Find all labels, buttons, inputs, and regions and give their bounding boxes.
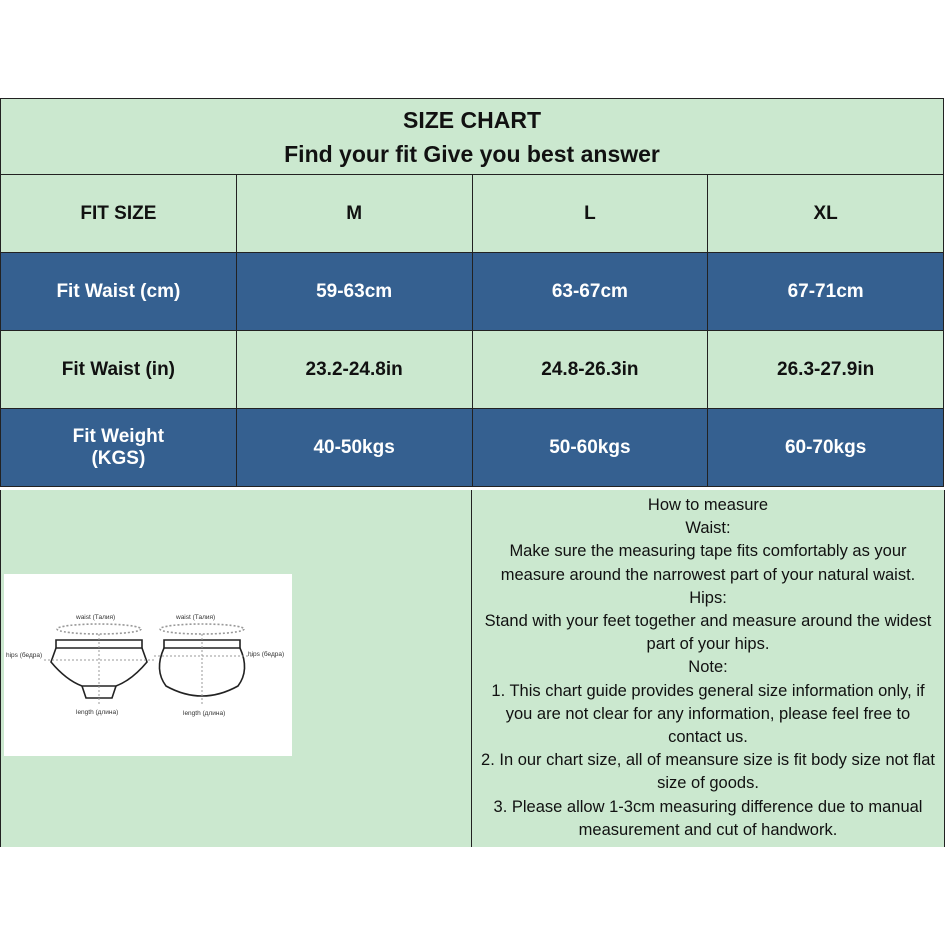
table-cell: 26.3-27.9in (708, 331, 944, 409)
notes-text: 2. In our chart size, all of meansure size is fit body size not flat size of goods. (481, 751, 935, 793)
table-cell: 59-63cm (236, 253, 472, 331)
column-header: L (472, 175, 708, 253)
measurement-diagram (4, 574, 292, 756)
table-cell: 63-67cm (472, 253, 708, 331)
instructions-panel (471, 490, 945, 847)
table-cell: 50-60kgs (472, 409, 708, 487)
size-table (0, 174, 944, 487)
row-label (1, 409, 237, 487)
notes-text: Make sure the measuring tape fits comfortably as your measure around the narrowest part of your natural waist. (500, 542, 916, 584)
row-label-line: Fit Weight (72, 425, 165, 447)
size-chart (0, 98, 944, 847)
column-header: M (236, 175, 472, 253)
table-header-row (1, 175, 944, 253)
length-label: length (длина) (76, 709, 119, 716)
table-cell: 60-70kgs (708, 409, 944, 487)
notes-subheading: Hips: (689, 588, 727, 607)
table-row (1, 409, 944, 487)
chart-title: SIZE CHART (403, 106, 541, 133)
hips-label: hips (бедра) (248, 651, 285, 658)
notes-heading: How to measure (647, 496, 769, 514)
waist-label: waist (Талия) (76, 614, 116, 621)
length-label: length (длина) (183, 710, 226, 717)
panties-illustration (4, 574, 292, 756)
measurement-notes (472, 490, 944, 842)
chart-header (0, 98, 944, 175)
table-row (1, 253, 944, 331)
table-cell: 24.8-26.3in (472, 331, 708, 409)
hips-label: hips (бедра) (6, 652, 43, 659)
notes-subheading: Note: (688, 658, 728, 677)
notes-text: Stand with your feet together and measure around the widest part of your hips. (484, 612, 932, 654)
table-row (1, 331, 944, 409)
row-label: Fit Waist (cm) (1, 253, 237, 331)
info-section (0, 490, 944, 847)
table-cell: 23.2-24.8in (236, 331, 472, 409)
column-header: FIT SIZE (1, 175, 237, 253)
notes-text: 3. Please allow 1-3cm measuring difference due to manual measurement and cut of handwork. (493, 797, 923, 839)
waist-label: waist (Талия) (176, 614, 216, 621)
table-cell: 40-50kgs (236, 409, 472, 487)
diagram-panel (0, 490, 472, 847)
chart-subtitle: Find your fit Give you best answer (284, 140, 660, 167)
row-label-line: (KGS) (91, 447, 146, 469)
notes-text: 1. This chart guide provides general size information only, if you are not clear for any information, please feel free to contact us. (491, 681, 925, 747)
notes-subheading: Waist: (685, 519, 731, 538)
row-label: Fit Waist (in) (1, 331, 237, 409)
column-header: XL (708, 175, 944, 253)
table-cell: 67-71cm (708, 253, 944, 331)
